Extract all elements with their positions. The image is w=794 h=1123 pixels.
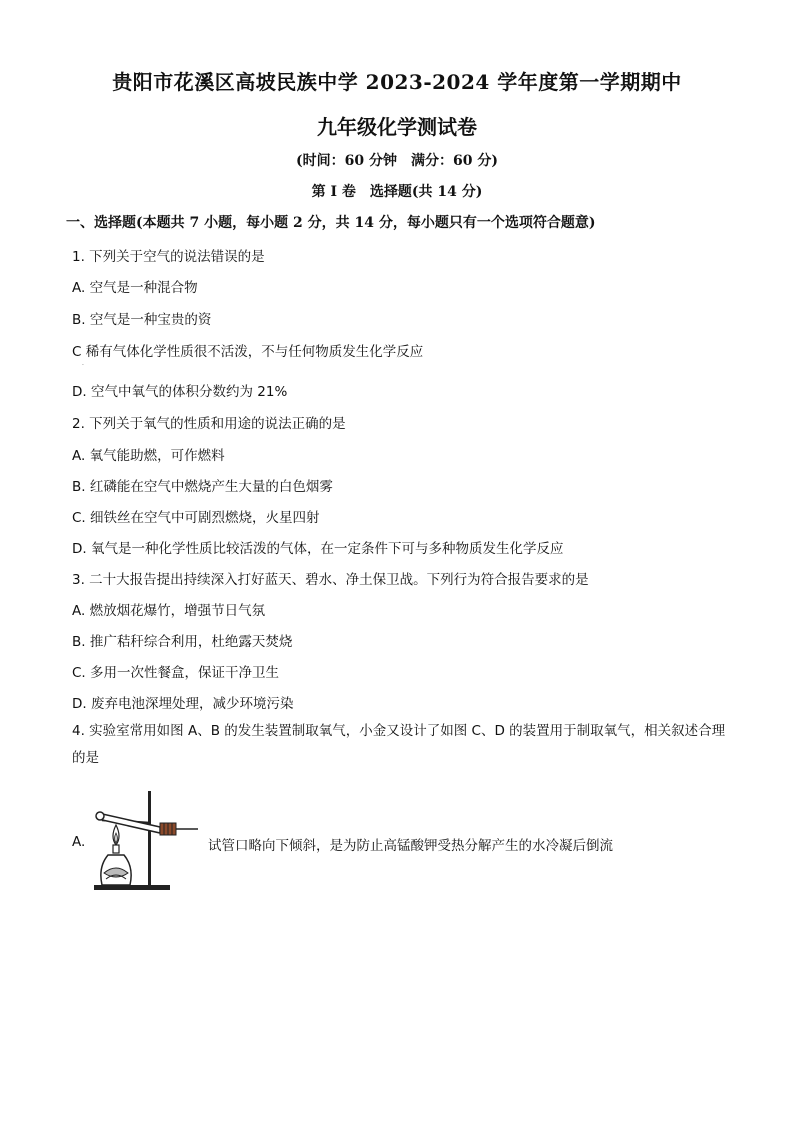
question-1-option-b: B. 空气是一种宝贵的资 — [72, 312, 212, 328]
question-2-option-c: C. 细铁丝在空气中可剧烈燃烧，火星四射 — [72, 510, 320, 526]
heating-apparatus-icon — [90, 785, 200, 895]
question-2-option-a: A. 氧气能助燃，可作燃料 — [72, 448, 225, 464]
exam-title-line2: 九年级化学测试卷 — [317, 115, 477, 139]
question-4-option-a-text: 试管口略向下倾斜，是为防止高锰酸钾受热分解产生的水冷凝后倒流 — [208, 838, 613, 854]
question-2-stem: 2. 下列关于氧气的性质和用途的说法正确的是 — [72, 416, 346, 432]
question-3-option-b: B. 推广秸秆综合利用，杜绝露天焚烧 — [72, 634, 293, 650]
question-3-option-d: D. 废弃电池深埋处理，减少环境污染 — [72, 696, 294, 712]
stray-dot: . — [82, 360, 84, 367]
section-heading: 一、选择题(本题共 7 小题，每小题 2 分，共 14 分，每小题只有一个选项符合题意) — [66, 215, 596, 231]
question-4-option-a-label: A. — [72, 834, 86, 850]
question-3-stem: 3. 二十大报告提出持续深入打好蓝天、碧水、净土保卫战。下列行为符合报告要求的是 — [72, 572, 589, 588]
question-4-stem: 4. 实验室常用如图 A、B 的发生装置制取氧气，小金又设计了如图 C、D 的装置用于制取氧气，相关叙述合理的是 — [72, 723, 726, 766]
exam-title-line1: 贵阳市花溪区高坡民族中学 2023-2024 学年度第一学期期中 — [112, 70, 682, 94]
question-3-option-a: A. 燃放烟花爆竹，增强节日气氛 — [72, 603, 266, 619]
question-3-option-c: C. 多用一次性餐盒，保证干净卫生 — [72, 665, 280, 681]
volume-heading: 第 I 卷 选择题(共 14 分) — [311, 184, 483, 200]
question-1-option-c: C 稀有气体化学性质很不活泼，不与任何物质发生化学反应 — [72, 344, 424, 360]
question-1-stem: 1. 下列关于空气的说法错误的是 — [72, 249, 265, 265]
question-2-option-d: D. 氧气是一种化学性质比较活泼的气体，在一定条件下可与多种物质发生化学反应 — [72, 541, 564, 557]
time-score-info: (时间：60 分钟 满分：60 分) — [296, 153, 498, 169]
question-2-option-b: B. 红磷能在空气中燃烧产生大量的白色烟雾 — [72, 479, 333, 495]
question-1-option-d: D. 空气中氧气的体积分数约为 21% — [72, 384, 288, 400]
question-1-option-a: A. 空气是一种混合物 — [72, 280, 198, 296]
